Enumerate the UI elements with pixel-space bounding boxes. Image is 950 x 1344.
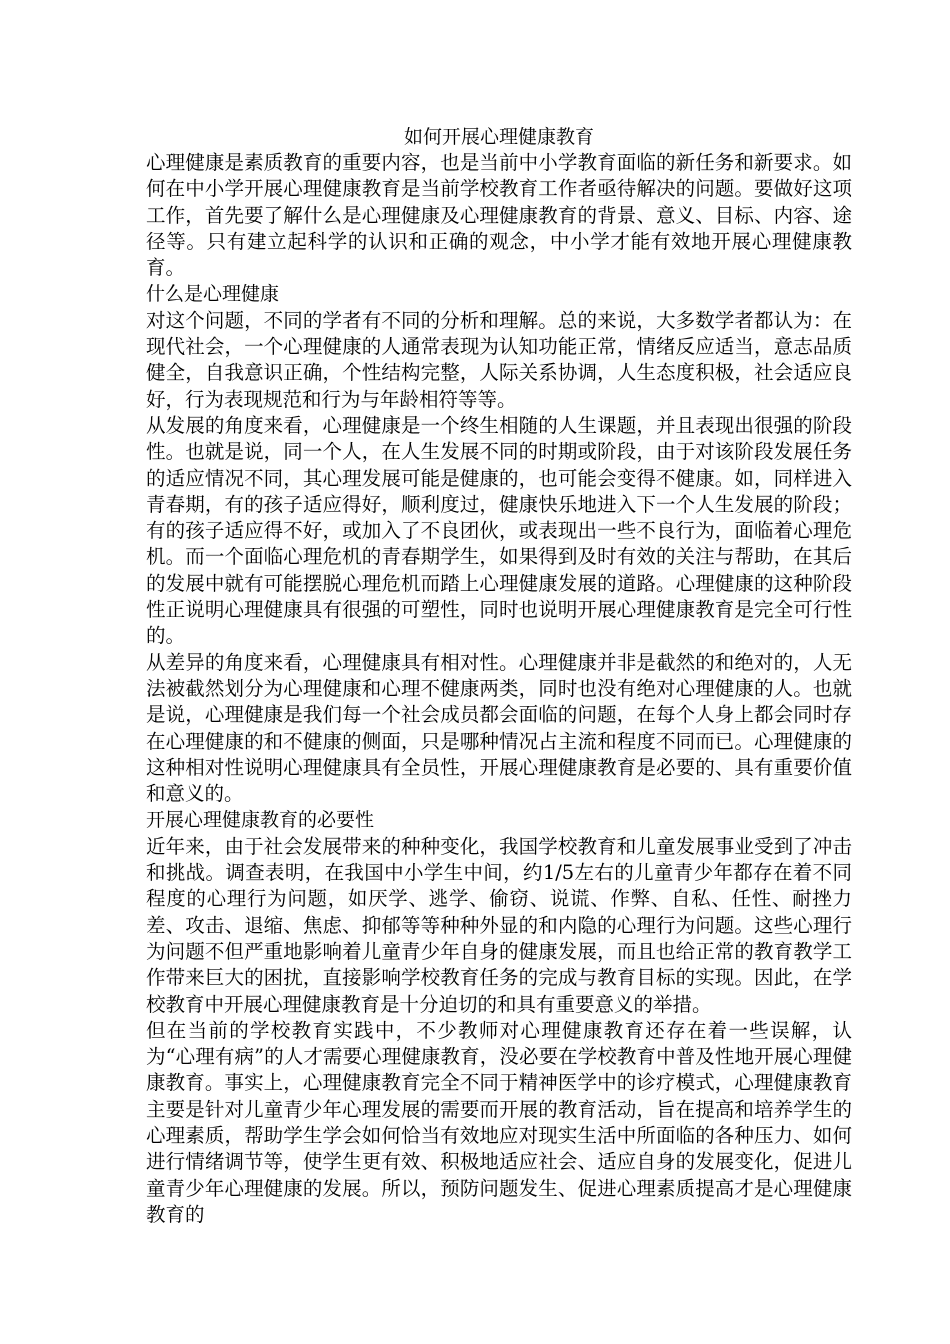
section-heading-what-is-mental-health: 什么是心理健康 xyxy=(146,283,280,306)
paragraph-difference-perspective: 从差异的角度来看，心理健康具有相对性。心理健康并非是截然的和绝对的，人无法被截然划分为心理健康和心理不健康两类，同时也没有绝对心理健康的人。也就是说，心理健康是我们每一个社会成员都会面临的问题，在每个人身上都会同时存在心理健康的和不健康的侧面，只是哪种情况占主流和程度不同而已。心理健康的这种相对性说明心理健康具有全员性，开展心理健康教育是必要的、具有重要价值和意义的。 xyxy=(146,650,852,806)
paragraph-misunderstanding: 但在当前的学校教育实践中，不少教师对心理健康教育还存在着一些误解，认为“心理有病”的人才需要心理健康教育，没必要在学校教育中普及性地开展心理健康教育。事实上，心理健康教育完全不同于精神医学中的诊疗模式，心理健康教育主要是针对儿童青少年心理发展的需要而开展的教育活动，旨在提高和培养学生的心理素质，帮助学生学会如何恰当有效地应对现实生活中所面临的各种压力、如何进行情绪调节等，使学生更有效、积极地适应社会、适应自身的发展变化，促进儿童青少年心理健康的发展。所以，预防问题发生、促进心理素质提高才是心理健康教育的 xyxy=(146,1018,852,1226)
paragraph-development-perspective: 从发展的角度来看，心理健康是一个终生相随的人生课题，并且表现出很强的阶段性。也就是说，同一个人，在人生发展不同的时期或阶段，由于对该阶段发展任务的适应情况不同，其心理发展可能是健康的，也可能会变得不健康。如，同样进入青春期，有的孩子适应得好，顺利度过，健康快乐地进入下一个人生发展的阶段；有的孩子适应得不好，或加入了不良团伙，或表现出一些不良行为，面临着心理危机。而一个面临心理危机的青春期学生，如果得到及时有效的关注与帮助，在其后的发展中就有可能摆脱心理危机而踏上心理健康发展的道路。心理健康的这种阶段性正说明心理健康具有很强的可塑性，同时也说明开展心理健康教育是完全可行性的。 xyxy=(146,413,852,648)
document-page xyxy=(146,124,852,1228)
paragraph-definition: 对这个问题，不同的学者有不同的分析和理解。总的来说，大多数学者都认为：在现代社会，一个心理健康的人通常表现为认知功能正常，情绪反应适当，意志品质健全，自我意识正确，个性结构完整，人际关系协调，人生态度积极，社会适应良好，行为表现规范和行为与年龄相符等等。 xyxy=(146,308,852,411)
section-heading-necessity: 开展心理健康教育的必要性 xyxy=(146,809,375,832)
document-title: 如何开展心理健康教育 xyxy=(403,126,594,148)
paragraph-recent-years: 近年来，由于社会发展带来的种种变化，我国学校教育和儿童发展事业受到了冲击和挑战。调查表明，在我国中小学生中间，约1/5左右的儿童青少年都存在着不同程度的心理行为问题，如厌学、逃学、偷窃、说谎、作弊、自私、任性、耐挫力差、攻击、退缩、焦虑、抑郁等等种种外显的和内隐的心理行为问题。这些心理行为问题不但严重地影响着儿童青少年自身的健康发展，而且也给正常的教育教学工作带来巨大的困扰，直接影响学校教育任务的完成与教育目标的实现。因此，在学校教育中开展心理健康教育是十分迫切的和具有重要意义的举措。 xyxy=(146,834,852,1016)
paragraph-intro: 心理健康是素质教育的重要内容，也是当前中小学教育面临的新任务和新要求。如何在中小学开展心理健康教育是当前学校教育工作者亟待解决的问题。要做好这项工作，首先要了解什么是心理健康及心理健康教育的背景、意义、目标、内容、途径等。只有建立起科学的认识和正确的观念，中小学才能有效地开展心理健康教育。 xyxy=(146,151,852,280)
